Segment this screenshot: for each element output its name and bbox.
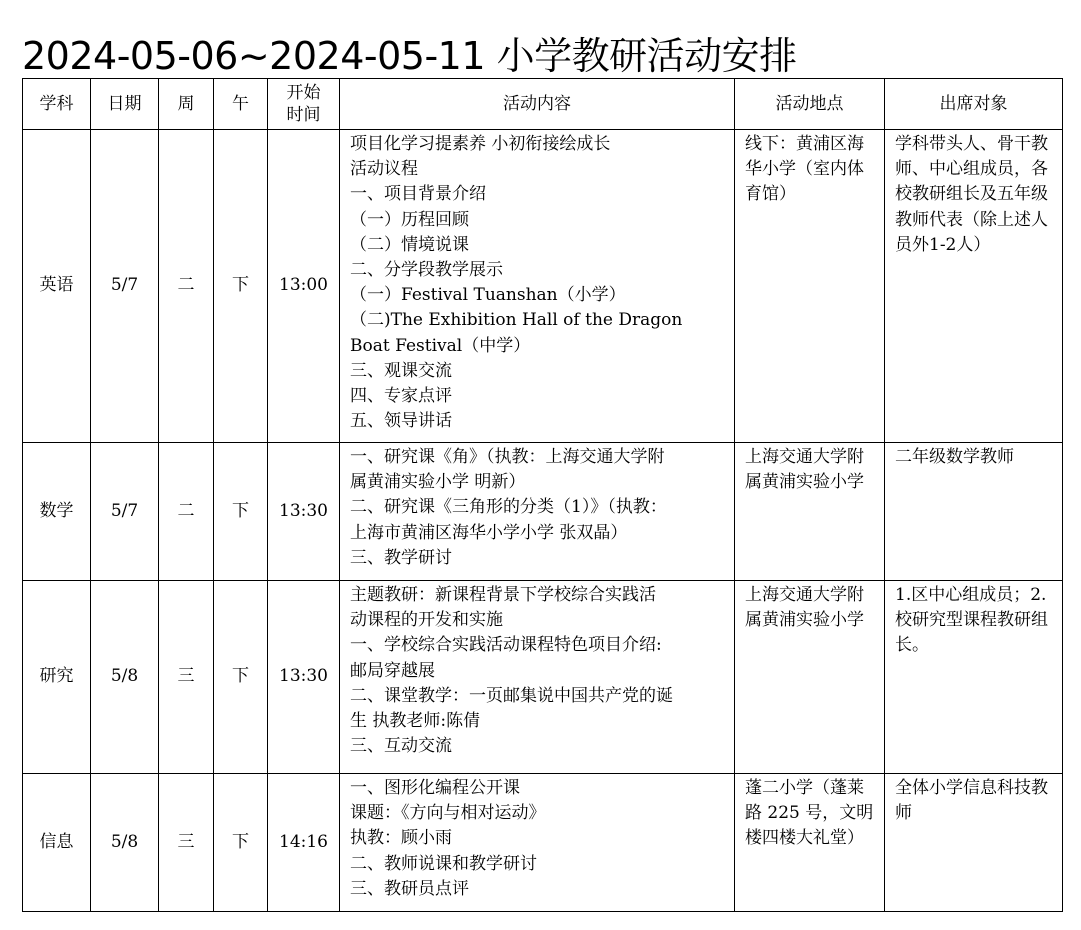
cell-attendees: 1.区中心组成员；2.校研究型课程教研组长。 [885,581,1063,774]
header-location: 活动地点 [735,79,885,130]
content-line: 一、研究课《角》（执教：上海交通大学附 [350,447,665,467]
cell-start-time: 13:00 [268,130,340,443]
content-line: 生 执教老师:陈倩 [350,711,481,732]
cell-attendees: 二年级数学教师 [885,443,1063,581]
content-line: 动课程的开发和实施 [350,610,503,631]
content-line: （二）情境说课 [350,234,469,255]
page-title: 2024-05-06~2024-05-11 小学教研活动安排 [22,34,797,78]
content-line: 三、教学研讨 [350,547,452,568]
cell-attendees: 全体小学信息科技教师 [885,774,1063,912]
header-weekday: 周 [159,79,214,130]
content-line: 主题教研：新课程背景下学校综合实践活 [350,585,656,605]
cell-date: 5/8 [91,581,159,774]
cell-content [340,774,735,912]
cell-content [340,130,735,443]
content-line: 邮局穿越展 [350,660,435,681]
cell-content [340,581,735,774]
cell-date: 5/7 [91,443,159,581]
table-row [23,581,1063,774]
content-line: Boat Festival（中学） [350,335,531,356]
cell-attendees: 学科带头人、骨干教师、中心组成员，各校教研组长及五年级教师代表（除上述人员外1-2人） [885,130,1063,443]
content-line: 课题：《方向与相对运动》 [350,803,546,824]
content-line: （一）Festival Tuanshan（小学） [350,285,626,306]
header-date: 日期 [91,79,159,130]
cell-period: 下 [214,774,268,912]
cell-weekday: 二 [159,130,214,443]
header-period: 午 [214,79,268,130]
content-line: 一、学校综合实践活动课程特色项目介绍: [350,635,662,656]
cell-start-time: 13:30 [268,443,340,581]
content-line: 项目化学习提素养 小初衔接绘成长 [350,134,611,154]
header-subject: 学科 [23,79,91,130]
header-row [23,79,1063,130]
cell-period: 下 [214,130,268,443]
content-line: 一、项目背景介绍 [350,184,486,205]
header-attendees: 出席对象 [885,79,1063,130]
cell-start-time: 14:16 [268,774,340,912]
content-line: 二、教师说课和教学研讨 [350,853,537,874]
cell-period: 下 [214,443,268,581]
table-row [23,774,1063,912]
header-start-time: 开始时间 [268,79,340,130]
cell-weekday: 三 [159,581,214,774]
cell-weekday: 二 [159,443,214,581]
content-line: 三、互动交流 [350,736,452,757]
cell-content [340,443,735,581]
content-line: 二、课堂教学：一页邮集说中国共产党的诞 [350,685,673,706]
cell-date: 5/8 [91,774,159,912]
cell-subject: 数学 [23,443,91,581]
content-line: 一、图形化编程公开课 [350,778,520,798]
content-line: 四、专家点评 [350,386,452,407]
content-line: 执教：顾小雨 [350,828,452,849]
cell-location: 上海交通大学附属黄浦实验小学 [735,443,885,581]
cell-location: 蓬二小学（蓬莱路 225 号，文明楼四楼大礼堂） [735,774,885,912]
cell-subject: 信息 [23,774,91,912]
content-line: 属黄浦实验小学 明新） [350,472,526,493]
content-line: 二、研究课《三角形的分类（1）》（执教： [350,497,667,518]
table-row [23,130,1063,443]
cell-weekday: 三 [159,774,214,912]
header-content: 活动内容 [340,79,735,130]
content-line: 活动议程 [350,159,418,180]
schedule-table [22,78,1063,912]
content-line: （一）历程回顾 [350,209,469,230]
cell-date: 5/7 [91,130,159,443]
cell-location: 线下：黄浦区海华小学（室内体育馆） [735,130,885,443]
cell-location: 上海交通大学附属黄浦实验小学 [735,581,885,774]
content-line: 三、教研员点评 [350,878,469,899]
cell-subject: 英语 [23,130,91,443]
content-line: 上海市黄浦区海华小学小学 张双晶） [350,522,628,543]
cell-period: 下 [214,581,268,774]
content-line: （二)The Exhibition Hall of the Dragon [350,310,683,331]
cell-subject: 研究 [23,581,91,774]
cell-start-time: 13:30 [268,581,340,774]
content-line: 五、领导讲话 [350,411,452,432]
content-line: 二、分学段教学展示 [350,260,503,281]
content-line: 三、观课交流 [350,360,452,381]
table-row [23,443,1063,581]
